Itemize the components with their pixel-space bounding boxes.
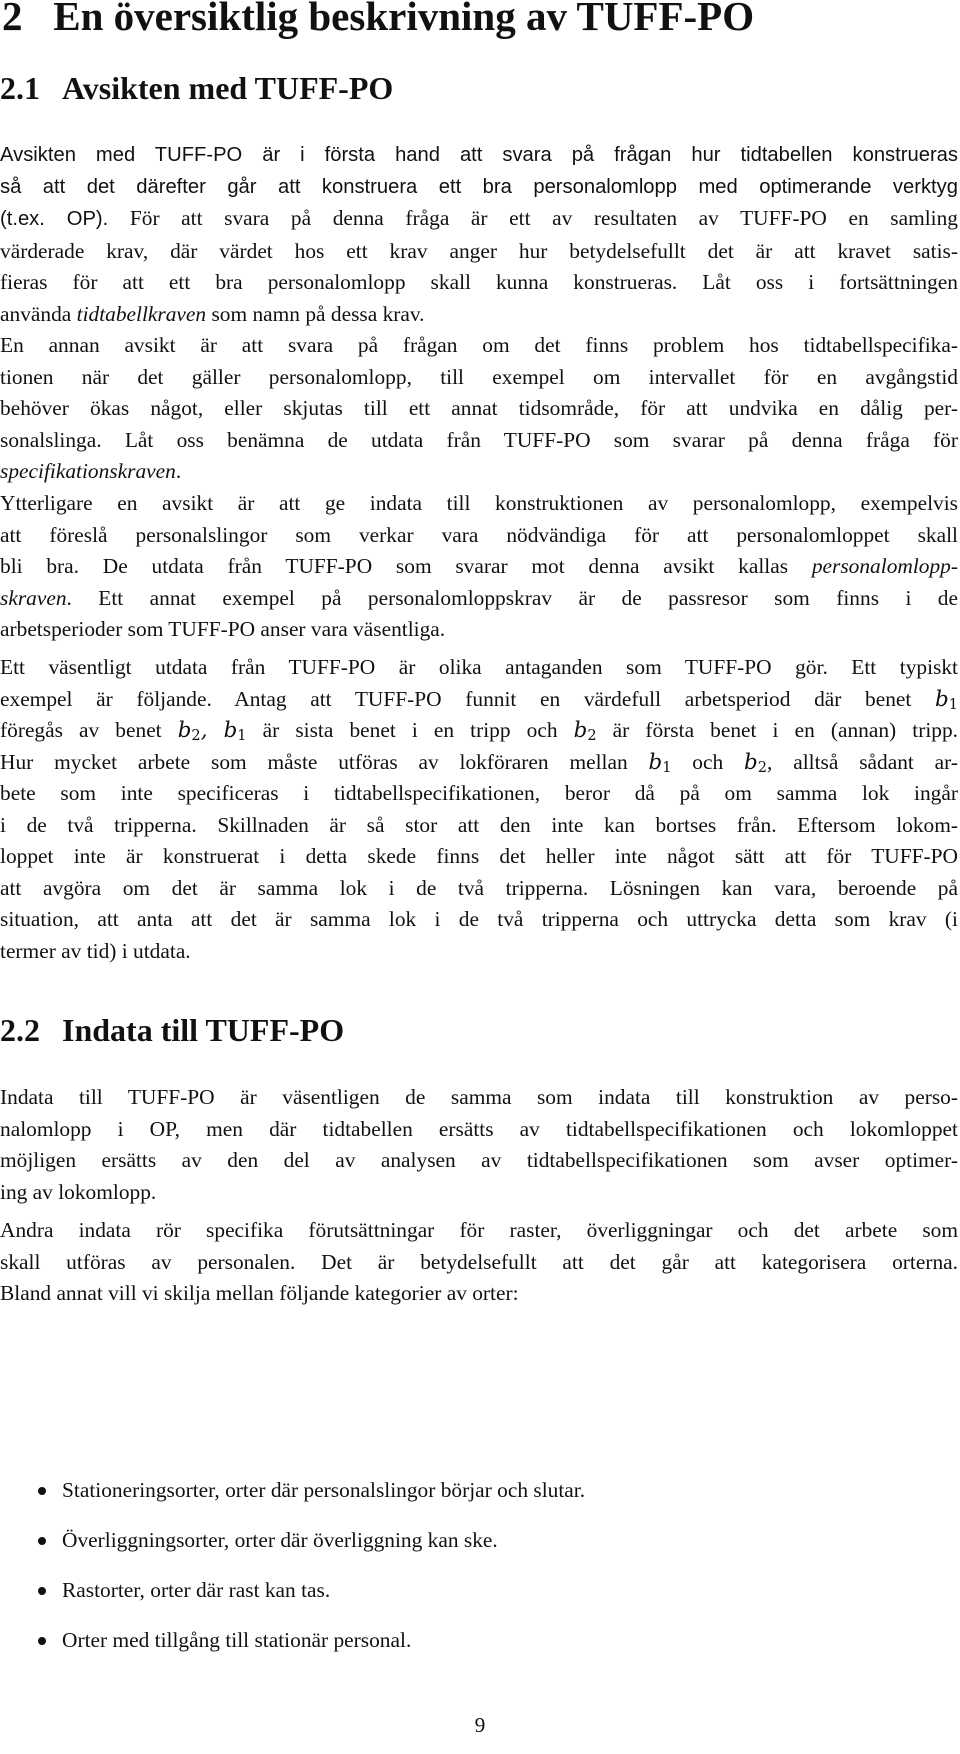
text-fragment: är sista benet i en tripp och bbox=[246, 718, 574, 742]
text-line: sonalslinga. Låt oss benämna de utdata från TUFF-PO som svarar på denna fråga för bbox=[0, 427, 958, 452]
text-fragment: Hur mycket arbete som måste utföras av lokföraren mellan bbox=[0, 749, 649, 774]
text-line bbox=[0, 747, 958, 779]
paragraph-indata-1 bbox=[0, 1082, 958, 1208]
text-line: så att det därefter går att konstruera ett bra personalomlopp med optimerande verktyg bbox=[0, 175, 958, 198]
text-line bbox=[0, 551, 958, 583]
text-line bbox=[0, 684, 958, 716]
math-subscript: 2 bbox=[757, 758, 768, 776]
section-number: 2 bbox=[2, 0, 23, 39]
math-b1 bbox=[935, 687, 958, 712]
term-tidtabellkraven: tidtabellkraven bbox=[76, 301, 207, 326]
text-line: Bland annat vill vi skilja mellan följande kategorier av orter: bbox=[0, 1281, 519, 1305]
bullet-icon bbox=[38, 1487, 46, 1495]
math-subscript: 1 bbox=[237, 726, 247, 744]
list-item-text: Orter med tillgång till stationär personal. bbox=[62, 1628, 412, 1652]
text-line: skall utföras av personalen. Det är betydelsefullt att det går att kategorisera orterna. bbox=[0, 1249, 958, 1274]
math-subscript: 2 bbox=[191, 726, 201, 744]
subsection-title: Avsikten med TUFF-PO bbox=[62, 70, 394, 106]
section-heading bbox=[2, 0, 754, 38]
list-item-text: Överliggningsorter, orter där överliggning kan ske. bbox=[62, 1528, 498, 1552]
text-line: Ett väsentligt utdata från TUFF-PO är olika antaganden som TUFF-PO gör. Ett typiskt bbox=[0, 655, 958, 679]
text-line: situation, att anta att det är samma lok i de två tripperna och uttrycka detta som krav (i bbox=[0, 907, 958, 931]
math-subscript: 2 bbox=[587, 726, 597, 744]
list-item-text: Stationeringsorter, orter där personalslingor börjar och slutar. bbox=[62, 1478, 586, 1502]
subsection-number: 2.2 bbox=[0, 1012, 40, 1048]
text-fragment: . Ett annat exempel på personalomloppskrav är de passresor som finns i de bbox=[66, 585, 958, 610]
text-line bbox=[0, 203, 958, 236]
math-var: b bbox=[648, 749, 663, 775]
paragraph-purpose-3 bbox=[0, 488, 958, 646]
text-fragment: är första benet i en (annan) tripp. bbox=[596, 718, 958, 742]
text-line: Indata till TUFF-PO är väsentligen de samma som indata till konstruktion av perso- bbox=[0, 1085, 958, 1109]
text-line: behöver ökas något, eller skjutas till ett annat tidsområde, för att undvika en dålig per- bbox=[0, 396, 958, 420]
paragraph-purpose-4 bbox=[0, 652, 958, 967]
text-line: nalomlopp i OP, men där tidtabellen ersätts av tidtabellspecifikationen och lokomloppet bbox=[0, 1116, 958, 1141]
text-line: Avsikten med TUFF-PO är i första hand att svara på frågan hur tidtabellen konstrueras bbox=[0, 144, 958, 166]
paragraph-purpose-1 bbox=[0, 140, 958, 330]
text-fragment: exempel är följande. Antag att TUFF-PO funnit en värdefull arbetsperiod där benet bbox=[0, 686, 936, 711]
text-line: bete som inte specificeras i tidtabellspecifikationen, beror då på om samma lok ingår bbox=[0, 781, 958, 805]
subsection-heading-2-1 bbox=[0, 70, 393, 106]
math-b1 bbox=[224, 718, 247, 743]
subsection-title: Indata till TUFF-PO bbox=[62, 1012, 345, 1048]
math-b1 bbox=[649, 750, 672, 775]
math-var: b bbox=[573, 718, 588, 743]
text-fragment: använda bbox=[0, 301, 77, 326]
text-fragment: (t.ex. OP). bbox=[0, 208, 109, 230]
text-line: värderade krav, där värdet hos ett krav anger hur betydelsefullt det är att kravet satis- bbox=[0, 238, 958, 263]
text-line bbox=[0, 715, 958, 747]
math-comma: , bbox=[200, 718, 208, 743]
list-item-text: Rastorter, orter där rast kan tas. bbox=[62, 1578, 331, 1602]
text-line: att avgöra om det är samma lok i de två tripperna. Lösningen kan vara, beroende på bbox=[0, 875, 958, 900]
text-fragment: . bbox=[175, 459, 182, 483]
text-fragment: föregås av benet bbox=[0, 718, 178, 742]
bullet-icon bbox=[38, 1637, 46, 1645]
text-line: arbetsperioder som TUFF-PO anser vara väsentliga. bbox=[0, 617, 446, 641]
text-line: fieras för att ett bra personalomlopp skall kunna konstrueras. Låt oss i fortsättningen bbox=[0, 270, 958, 294]
text-fragment: , alltså sådant ar- bbox=[767, 749, 958, 774]
math-b2 bbox=[744, 750, 767, 775]
math-subscript: 1 bbox=[662, 758, 672, 776]
subsection-number: 2.1 bbox=[0, 70, 40, 106]
math-var: b bbox=[744, 749, 758, 775]
text-line: ing av lokomlopp. bbox=[0, 1179, 157, 1204]
text-line: Andra indata rör specifika förutsättningar för raster, överliggningar och det arbete som bbox=[0, 1218, 958, 1242]
math-var: b bbox=[223, 718, 238, 743]
paragraph-purpose-2 bbox=[0, 330, 958, 488]
text-line: loppet inte är konstruerat i detta skede finns det heller inte något sätt att för TUFF-PO bbox=[0, 844, 958, 868]
subsection-heading-2-2 bbox=[0, 1012, 344, 1048]
text-fragment: och bbox=[671, 749, 745, 774]
term-specifikationskraven: specifikationskraven bbox=[0, 459, 176, 483]
text-fragment: bli bra. De utdata från TUFF-PO som svarar mot denna avsikt kallas bbox=[0, 554, 812, 578]
math-subscript: 1 bbox=[948, 695, 958, 713]
text-line bbox=[0, 299, 958, 331]
text-line: termer av tid) i utdata. bbox=[0, 938, 191, 963]
text-line bbox=[0, 583, 958, 615]
text-fragment: som namn på dessa krav. bbox=[206, 301, 425, 326]
math-var: b bbox=[935, 686, 949, 712]
text-line bbox=[0, 456, 958, 488]
text-line: Ytterligare en avsikt är att ge indata till konstruktionen av personalomlopp, exempelvis bbox=[0, 491, 958, 515]
paragraph-indata-2 bbox=[0, 1215, 958, 1310]
math-var: b bbox=[177, 718, 192, 743]
page-number: 9 bbox=[474, 1713, 486, 1737]
text-fragment: För att svara på denna fråga är ett av resultaten av TUFF-PO en samling bbox=[108, 206, 959, 230]
bullet-icon bbox=[38, 1537, 46, 1545]
text-line: möjligen ersätts av den del av analysen av tidtabellspecifikationen som avser optimer- bbox=[0, 1148, 958, 1172]
text-line: att föreslå personalslingor som verkar vara nödvändiga för att personalomloppet skall bbox=[0, 522, 958, 547]
math-b2 bbox=[178, 718, 208, 743]
bullet-icon bbox=[38, 1587, 46, 1595]
section-title: En översiktlig beskrivning av TUFF-PO bbox=[53, 0, 755, 39]
text-line: tionen när det gäller personalomlopp, till exempel om intervallet för en avgångstid bbox=[0, 364, 958, 389]
term-personalomloppskraven-end: skraven bbox=[0, 585, 67, 610]
term-personalomloppskraven: personalomlopp- bbox=[811, 554, 958, 578]
text-line: i de två tripperna. Skillnaden är så stor att den inte kan bortses från. Eftersom lokom- bbox=[0, 812, 958, 837]
math-b2 bbox=[574, 718, 597, 743]
text-line: En annan avsikt är att svara på frågan om det finns problem hos tidtabellspecifika- bbox=[0, 333, 958, 357]
